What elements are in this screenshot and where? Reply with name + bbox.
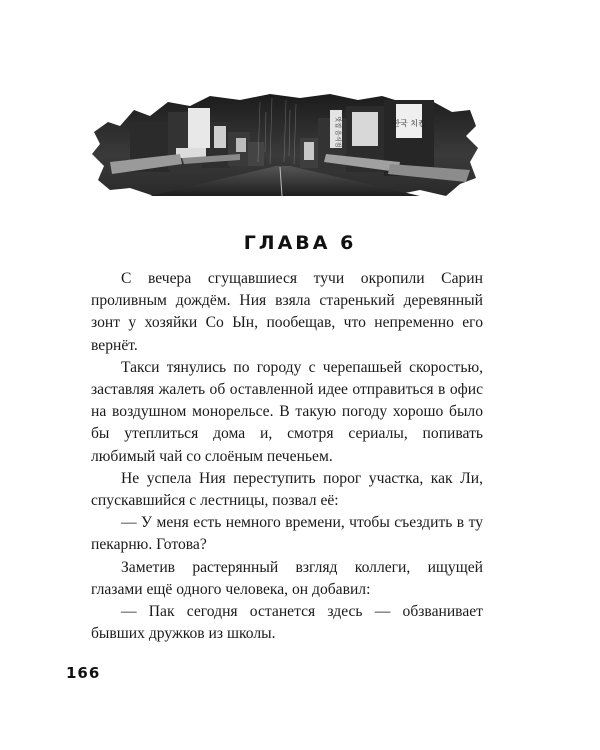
paragraph: С вечера сгущавшиеся тучи окропили Сарин проливным дождём. Ния взяла старенький деревянный зонт у хозяйки Со Ын, пообещав, что непременно его вернёт. xyxy=(91,270,483,354)
paragraph: Не успела Ния переступить порог участка, как Ли, спускавшийся с лестницы, позвал её: xyxy=(91,469,483,510)
street-illustration-icon xyxy=(90,92,480,198)
chapter-body xyxy=(91,268,483,645)
paragraph: Заметив растерянный взгляд коллеги, ищущей глазами ещё одного человека, он добавил: xyxy=(91,558,483,598)
paragraph: Такси тянулись по городу с черепашьей скоростью, заставляя жалеть об оставленной идее отправиться в офис на воздушном монорельсе. В такую погоду хорошо было бы утеплиться дома и, смотря сериалы, попивать любимый чай со слоёным печеньем. xyxy=(91,358,483,465)
page-number: 166 xyxy=(66,664,101,682)
sign-text: 한국 치킨 xyxy=(392,119,426,128)
chapter-header-illustration xyxy=(90,92,480,198)
chapter-title: ГЛАВА 6 xyxy=(243,232,357,254)
sign-text: 맛집 음식점 xyxy=(334,116,341,148)
dialogue-paragraph: — У меня есть немного времени, чтобы съездить в ту пекарню. Готова? xyxy=(91,514,483,554)
dialogue-paragraph: — Пак сегодня останется здесь — обзванивает бывших дружков из школы. xyxy=(91,603,483,643)
